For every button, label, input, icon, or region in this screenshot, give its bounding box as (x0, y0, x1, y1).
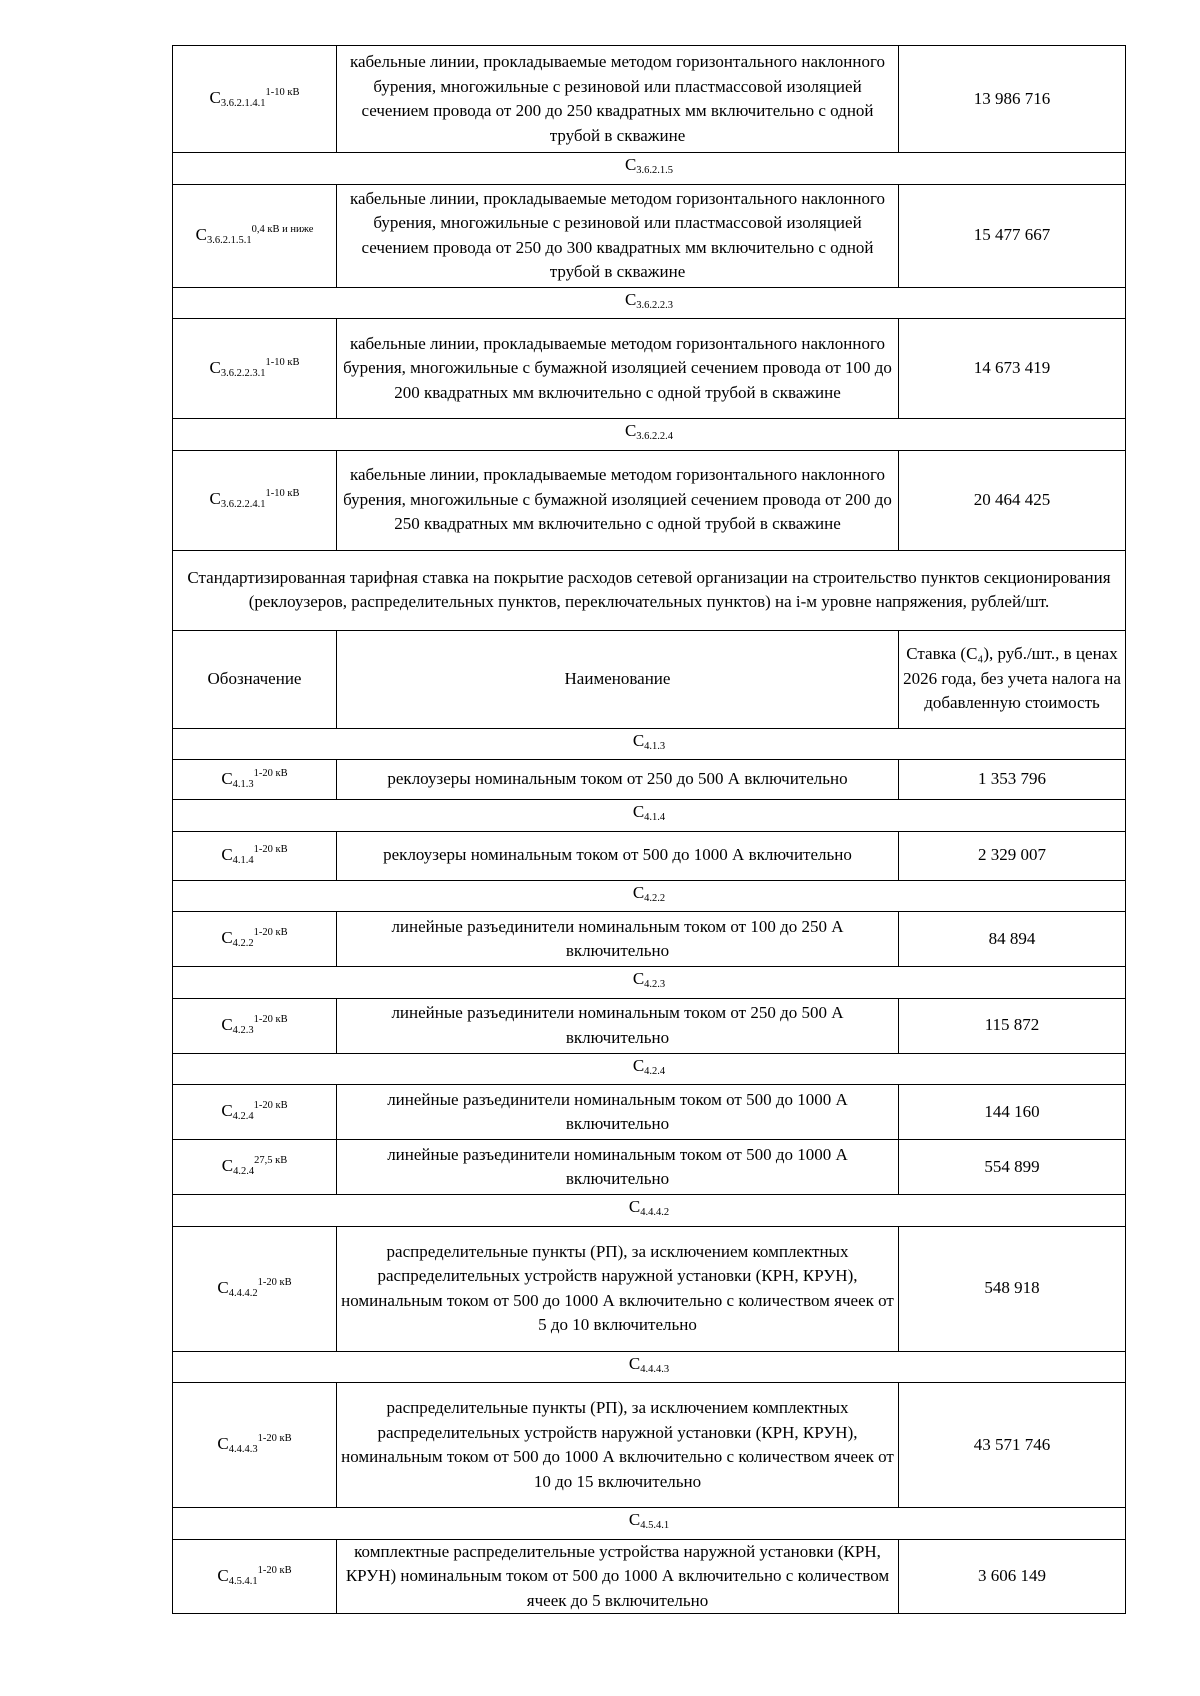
rate-name: распределительные пункты (РП), за исключением комплектных распределительных устройств наружной установки (КРН, КРУН), номинальным током от 500 до 1000 А включительно с количеством ячеек от 10 до 15 включительно (337, 1383, 899, 1508)
group-row (173, 287, 1126, 319)
group-code: $C_{4.5.4.1}$ (173, 1508, 1126, 1540)
group-row (173, 728, 1126, 760)
rate-code: $C_{3.6.2.1.4.1}^{1-10 кВ}$ (173, 46, 337, 153)
table-row (173, 760, 1126, 800)
rate-code: $C_{4.4.4.2}^{1-20 кВ}$ (173, 1226, 337, 1351)
group-row (173, 880, 1126, 912)
table-row (173, 1226, 1126, 1351)
group-row (173, 1195, 1126, 1227)
rate-code: $C_{4.2.3}^{1-20 кВ}$ (173, 998, 337, 1053)
rate-value: 548 918 (899, 1226, 1126, 1351)
table-row (173, 450, 1126, 550)
rate-code: $C_{4.4.4.3}^{1-20 кВ}$ (173, 1383, 337, 1508)
table-row (173, 912, 1126, 967)
rate-code: $C_{4.2.4}^{27,5 кВ}$ (173, 1140, 337, 1195)
rate-name: линейные разъединители номинальным током от 500 до 1000 А включительно (337, 1140, 899, 1195)
rate-name: реклоузеры номинальным током от 250 до 500 А включительно (337, 760, 899, 800)
rate-code: $C_{4.2.2}^{1-20 кВ}$ (173, 912, 337, 967)
table-row (173, 1085, 1126, 1140)
rate-code: $C_{3.6.2.2.4.1}^{1-10 кВ}$ (173, 450, 337, 550)
rate-value: 115 872 (899, 998, 1126, 1053)
rate-value: 1 353 796 (899, 760, 1126, 800)
rate-name: линейные разъединители номинальным током от 100 до 250 А включительно (337, 912, 899, 967)
table-row (173, 1539, 1126, 1614)
group-code: $C_{4.1.4}$ (173, 800, 1126, 832)
group-code: $C_{4.4.4.2}$ (173, 1195, 1126, 1227)
rate-value: 20 464 425 (899, 450, 1126, 550)
rate-name: кабельные линии, прокладываемые методом горизонтального наклонного бурения, многожильные с бумажной изоляцией сечением провода от 200 до 250 квадратных мм включительно с одной трубой в скважине (337, 450, 899, 550)
rate-code: $C_{4.1.4}^{1-20 кВ}$ (173, 831, 337, 880)
table-row (173, 319, 1126, 419)
table-row (173, 831, 1126, 880)
rate-name: распределительные пункты (РП), за исключением комплектных распределительных устройств наружной установки (КРН, КРУН), номинальным током от 500 до 1000 А включительно с количеством ячеек от 5 до 10 включительно (337, 1226, 899, 1351)
table-row (173, 184, 1126, 287)
rate-value: 2 329 007 (899, 831, 1126, 880)
rate-value: 14 673 419 (899, 319, 1126, 419)
rate-value: 144 160 (899, 1085, 1126, 1140)
group-row (173, 419, 1126, 451)
group-row (173, 1508, 1126, 1540)
header-name: Наименование (337, 630, 899, 728)
table-row (173, 46, 1126, 153)
group-code: $C_{3.6.2.1.5}$ (173, 153, 1126, 185)
rate-name: линейные разъединители номинальным током от 500 до 1000 А включительно (337, 1085, 899, 1140)
rate-code: $C_{4.1.3}^{1-20 кВ}$ (173, 760, 337, 800)
rate-name: линейные разъединители номинальным током от 250 до 500 А включительно (337, 998, 899, 1053)
header-rate: Ставка (C₄), руб./шт., в ценах 2026 года, без учета налога на добавленную стоимость (899, 630, 1126, 728)
header-designation: Обозначение (173, 630, 337, 728)
group-code: $C_{4.2.2}$ (173, 880, 1126, 912)
rate-value: 13 986 716 (899, 46, 1126, 153)
section-row (173, 550, 1126, 630)
rate-name: кабельные линии, прокладываемые методом горизонтального наклонного бурения, многожильные с резиновой или пластмассовой изоляцией сечением провода от 250 до 300 квадратных мм включительно с одной трубой в скважине (337, 184, 899, 287)
group-code: $C_{3.6.2.2.3}$ (173, 287, 1126, 319)
group-row (173, 153, 1126, 185)
rate-value: 84 894 (899, 912, 1126, 967)
rate-name: комплектные распределительные устройства наружной установки (КРН, КРУН) номинальным током от 500 до 1000 А включительно с количеством ячеек до 5 включительно (337, 1539, 899, 1614)
rate-code: $C_{3.6.2.1.5.1}^{0,4 кВ и ниже}$ (173, 184, 337, 287)
rate-name: реклоузеры номинальным током от 500 до 1000 А включительно (337, 831, 899, 880)
rate-name: кабельные линии, прокладываемые методом горизонтального наклонного бурения, многожильные с бумажной изоляцией сечением провода от 100 до 200 квадратных мм включительно с одной трубой в скважине (337, 319, 899, 419)
rate-value: 3 606 149 (899, 1539, 1126, 1614)
rate-name: кабельные линии, прокладываемые методом горизонтального наклонного бурения, многожильные с резиновой или пластмассовой изоляцией сечением провода от 200 до 250 квадратных мм включительно с одной трубой в скважине (337, 46, 899, 153)
group-code: $C_{4.1.3}$ (173, 728, 1126, 760)
section-title: Стандартизированная тарифная ставка на покрытие расходов сетевой организации на строительство пунктов секционирования (реклоузеров, распределительных пунктов, переключательных пунктов) на i-м уровне напряжения, рублей/шт. (173, 550, 1126, 630)
rate-code: $C_{4.5.4.1}^{1-20 кВ}$ (173, 1539, 337, 1614)
table-row (173, 1383, 1126, 1508)
group-row (173, 967, 1126, 999)
group-code: $C_{4.4.4.3}$ (173, 1351, 1126, 1383)
group-row (173, 1351, 1126, 1383)
rate-code: $C_{3.6.2.2.3.1}^{1-10 кВ}$ (173, 319, 337, 419)
group-code: $C_{3.6.2.2.4}$ (173, 419, 1126, 451)
rate-value: 554 899 (899, 1140, 1126, 1195)
group-code: $C_{4.2.4}$ (173, 1053, 1126, 1085)
tariff-rates-table-body (173, 46, 1126, 1614)
group-row (173, 1053, 1126, 1085)
table-row (173, 1140, 1126, 1195)
group-row (173, 800, 1126, 832)
table-row (173, 998, 1126, 1053)
rate-value: 15 477 667 (899, 184, 1126, 287)
rate-code: $C_{4.2.4}^{1-20 кВ}$ (173, 1085, 337, 1140)
tariff-rates-table (172, 45, 1126, 1614)
rate-value: 43 571 746 (899, 1383, 1126, 1508)
group-code: $C_{4.2.3}$ (173, 967, 1126, 999)
header-row (173, 630, 1126, 728)
